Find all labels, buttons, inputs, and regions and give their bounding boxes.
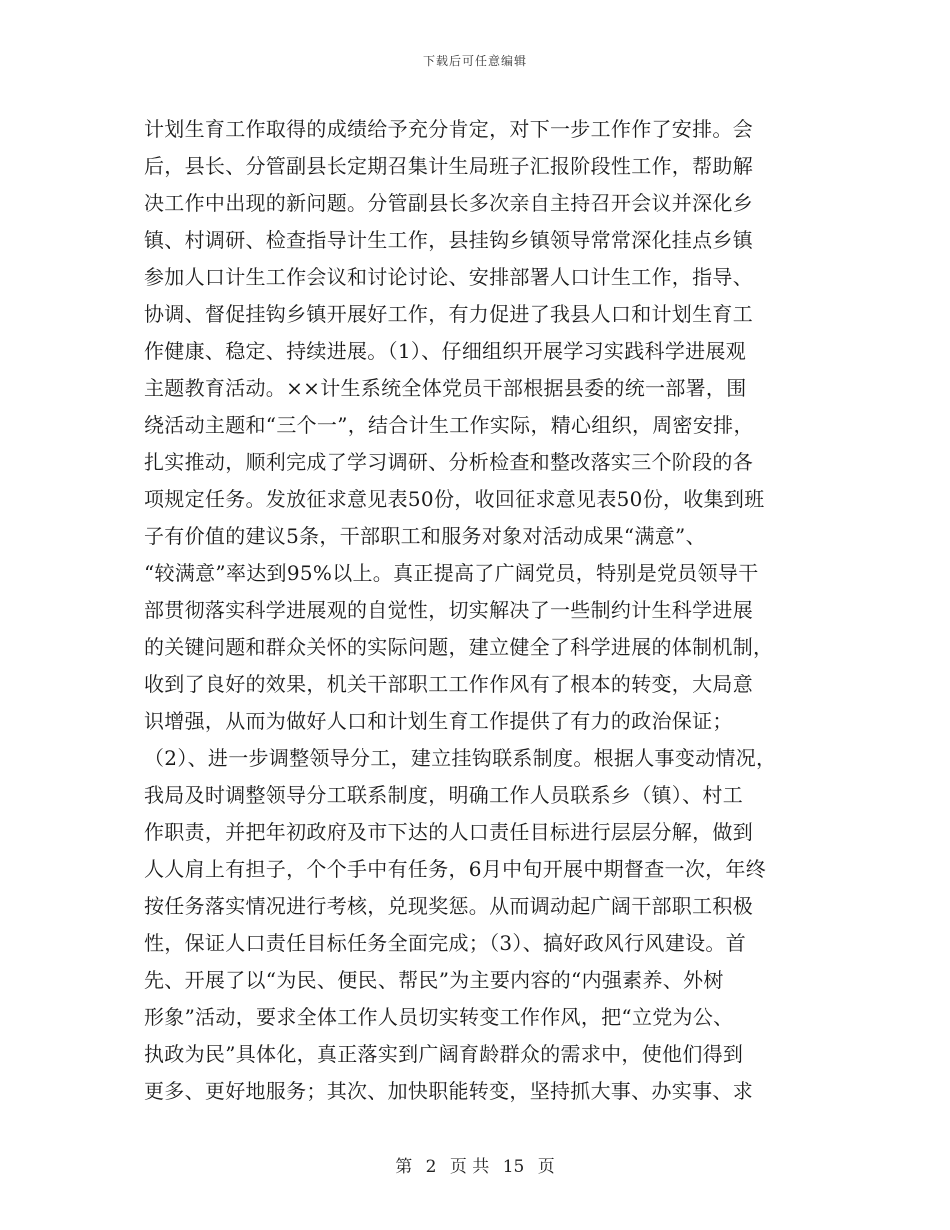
- body-line-21: 人人肩上有担子，个个手中有任务，6月中旬开展中期督查一次，年终: [144, 857, 767, 881]
- page-header: 下载后可任意编辑: [422, 54, 527, 68]
- body-line-10: 扎实推动，顺利完成了学习调研、分析检查和整改落实三个阶段的各: [144, 450, 753, 474]
- body-line-16: 收到了良好的效果，机关干部职工工作作风有了根本的转变，大局意: [144, 672, 753, 696]
- body-line-6: 协调、督促挂钩乡镇开展好工作，有力促进了我县人口和计划生育工: [144, 302, 753, 326]
- footer-middle: 页 共: [449, 1157, 490, 1177]
- body-line-25: 形象”活动，要求全体工作人员切实转变工作作风，把“立党为公、: [144, 1005, 734, 1029]
- body-line-24: 先、开展了以“为民、便民、帮民”为主要内容的“内强素养、外树: [144, 968, 724, 992]
- body-line-7: 作健康、稳定、持续进展。（1）、仔细组织开展学习实践科学进展观: [144, 339, 747, 363]
- body-line-23: 性，保证人口责任目标任务全面完成；（3）、搞好政风行风建设。首: [144, 931, 747, 955]
- total-page-count: 15: [502, 1157, 525, 1177]
- body-line-11: 项规定任务。发放征求意见表50份，收回征求意见表50份，收集到班: [144, 487, 765, 511]
- document-body: [144, 111, 820, 1110]
- body-line-27: 更多、更好地服务；其次、加快职能转变，坚持抓大事、办实事、求: [144, 1079, 753, 1103]
- body-line-4: 镇、村调研、检查指导计生工作，县挂钩乡镇领导常常深化挂点乡镇: [144, 228, 753, 252]
- body-line-20: 作职责，并把年初政府及市下达的人口责任目标进行层层分解，做到: [144, 820, 753, 844]
- footer-suffix: 页: [537, 1157, 555, 1177]
- body-line-5: 参加人口计生工作会议和讨论讨论、安排部署人口计生工作，指导、: [144, 265, 753, 289]
- body-line-22: 按任务落实情况进行考核，兑现奖惩。从而调动起广阔干部职工积极: [144, 894, 753, 918]
- body-line-14: 部贯彻落实科学进展观的自觉性，切实解决了一些制约计生科学进展: [144, 598, 753, 622]
- body-line-15: 的关键问题和群众关怀的实际问题，建立健全了科学进展的体制机制，: [144, 635, 774, 659]
- body-line-8: 主题教育活动。××计生系统全体党员干部根据县委的统一部署，围: [144, 376, 747, 400]
- body-line-19: 我局及时调整领导分工联系制度，明确工作人员联系乡（镇）、村工: [144, 783, 743, 807]
- body-line-9: 绕活动主题和“三个一”，结合计生工作实际，精心组织，周密安排，: [144, 413, 754, 437]
- page-footer: [0, 1152, 950, 1177]
- body-line-13: “较满意”率达到95%以上。真正提高了广阔党员，特别是党员领导干: [144, 561, 759, 585]
- body-line-1: 计划生育工作取得的成绩给予充分肯定，对下一步工作作了安排。会: [144, 117, 753, 141]
- current-page-number: 2: [425, 1157, 437, 1177]
- body-line-12: 子有价值的建议5条，干部职工和服务对象对活动成果“满意”、: [144, 524, 706, 548]
- body-line-18: （2）、进一步调整领导分工，建立挂钩联系制度。根据人事变动情况，: [144, 746, 777, 770]
- footer-prefix: 第: [395, 1157, 413, 1177]
- body-line-2: 后，县长、分管副县长定期召集计生局班子汇报阶段性工作，帮助解: [144, 154, 753, 178]
- body-line-17: 识增强，从而为做好人口和计划生育工作提供了有力的政治保证；: [144, 709, 733, 733]
- body-line-3: 决工作中出现的新问题。分管副县长多次亲自主持召开会议并深化乡: [144, 191, 753, 215]
- body-line-26: 执政为民”具体化，真正落实到广阔育龄群众的需求中，使他们得到: [144, 1042, 744, 1066]
